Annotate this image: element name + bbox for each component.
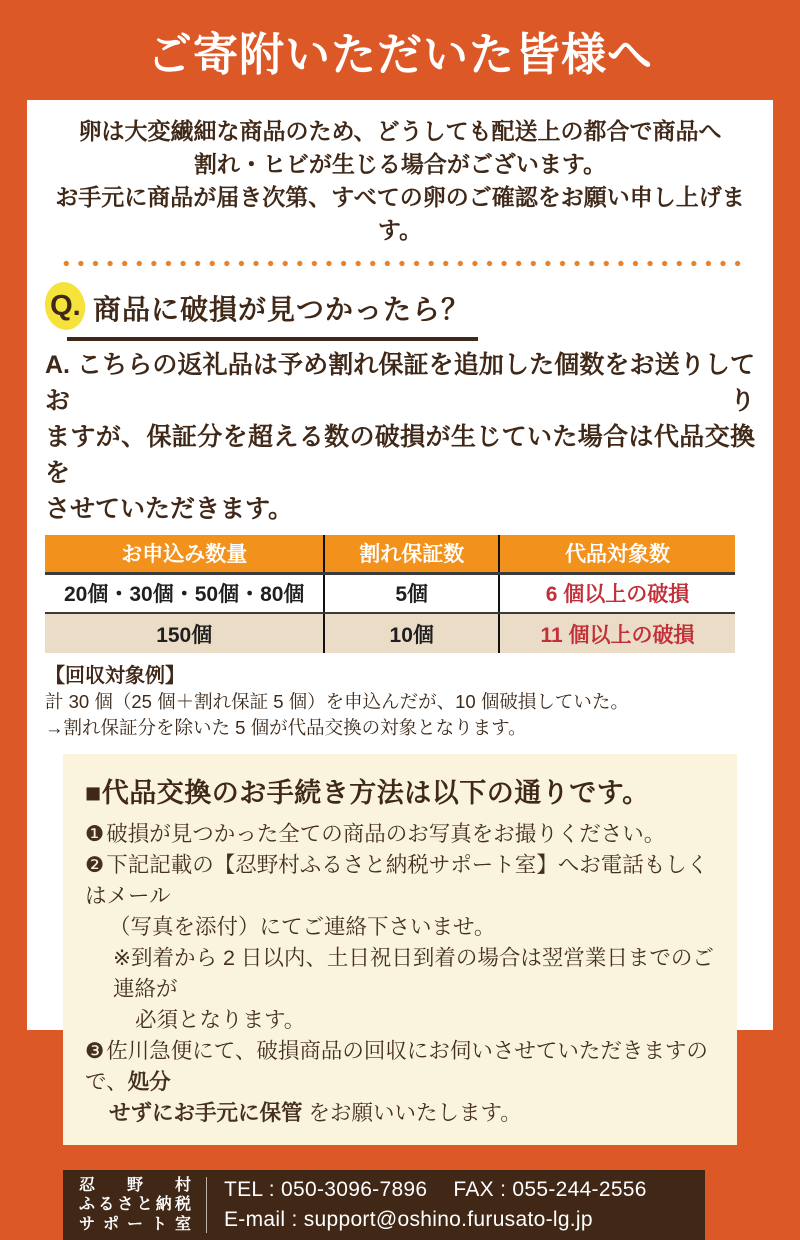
step-2-note: ※到着から 2 日以内、土日祝日到着の場合は翌営業日までのご連絡が xyxy=(113,946,714,1001)
example-line: →割れ保証分を除いた 5 個が代品交換の対象となります。 xyxy=(45,717,527,738)
step-3-text: 佐川急便にて、破損商品の回収にお伺いさせていただきますので、 xyxy=(85,1039,708,1094)
step-3 xyxy=(85,1036,715,1098)
cell-order-qty: 150個 xyxy=(45,613,324,653)
step-3-bold-text: せずにお手元に保管 xyxy=(109,1101,303,1125)
cell-replacement-qty: 6 個以上の破損 xyxy=(499,573,735,613)
contact-details xyxy=(224,1175,687,1235)
step-2 xyxy=(85,850,715,912)
step-1 xyxy=(85,819,715,850)
q-label: Q. xyxy=(49,289,81,322)
support-office-name xyxy=(79,1176,191,1235)
collection-example xyxy=(45,663,755,741)
question-heading xyxy=(45,282,755,341)
cell-order-qty: 20個・30個・50個・80個 xyxy=(45,573,324,613)
col-header-guarantee-qty: 割れ保証数 xyxy=(324,535,499,573)
tel-number: TEL : 050-3096-7896 xyxy=(224,1178,428,1201)
step-2-number-icon: ❷ xyxy=(85,853,105,877)
table-row xyxy=(45,573,735,613)
dotted-divider xyxy=(59,260,741,267)
step-2-text: 下記記載の【忍野村ふるさと納税サポート室】へお電話もしくはメール xyxy=(85,853,709,908)
cell-replacement-qty: 11 個以上の破損 xyxy=(499,613,735,653)
step-3-text: をお願いいたします。 xyxy=(302,1101,522,1125)
cell-guarantee-qty: 5個 xyxy=(324,573,499,613)
table-row xyxy=(45,613,735,653)
answer-line: させていただきます。 xyxy=(45,495,294,523)
answer-line: A. こちらの返礼品は予め割れ保証を追加した個数をお送りしており xyxy=(45,351,755,415)
question-text: 商品に破損が見つかったら？ xyxy=(67,282,478,341)
content-panel xyxy=(27,100,773,1233)
example-line: 計 30 個（25 個＋割れ保証 5 個）を申込んだが、10 個破損していた。 xyxy=(45,691,629,712)
step-3-bold-text: 処分 xyxy=(127,1070,171,1094)
intro-line: お手元に商品が届き次第、すべての卵のご確認をお願い申し上げます。 xyxy=(55,184,745,243)
procedure-heading: ■代品交換のお手続き方法は以下の通りです。 xyxy=(85,778,650,808)
org-name-line: サポート室 xyxy=(79,1215,191,1233)
vertical-divider xyxy=(206,1177,207,1233)
guarantee-table xyxy=(45,535,735,653)
page-title: ご寄附いただいた皆様へ xyxy=(146,28,653,80)
col-header-replacement-qty: 代品対象数 xyxy=(499,535,735,573)
answer-line: ますが、保証分を超える数の破損が生じていた場合は代品交換を xyxy=(45,423,755,487)
step-3-number-icon: ❸ xyxy=(85,1039,105,1063)
answer-text xyxy=(45,347,755,527)
step-1-number-icon: ❶ xyxy=(85,822,105,846)
intro-line: 割れ・ヒビが生じる場合がございます。 xyxy=(193,151,607,177)
support-contact-bar xyxy=(63,1170,705,1240)
fax-number: FAX : 055-244-2556 xyxy=(453,1178,647,1201)
step-2-continuation: （写真を添付）にてご連絡下さいませ。 xyxy=(109,915,496,939)
org-name-line: ふるさと納税 xyxy=(79,1196,191,1214)
step-1-text: 破損が見つかった全ての商品のお写真をお撮りください。 xyxy=(106,822,666,846)
email-line: E-mail : support@oshino.furusato-lg.jp xyxy=(224,1208,593,1231)
replacement-procedure-box xyxy=(63,754,737,1145)
procedure-steps xyxy=(85,819,715,1129)
col-header-order-qty: お申込み数量 xyxy=(45,535,324,573)
example-heading: 【回収対象例】 xyxy=(45,665,185,687)
cell-guarantee-qty: 10個 xyxy=(324,613,499,653)
step-3-continuation xyxy=(85,1098,715,1129)
intro-text xyxy=(45,100,755,247)
phone-line xyxy=(224,1175,687,1205)
intro-line: 卵は大変繊細な商品のため、どうしても配送上の都合で商品へ xyxy=(78,118,722,144)
table-header-row xyxy=(45,535,735,573)
org-name-line: 忍野村 xyxy=(79,1176,191,1194)
step-2-note-continuation: 必須となります。 xyxy=(135,1008,306,1032)
